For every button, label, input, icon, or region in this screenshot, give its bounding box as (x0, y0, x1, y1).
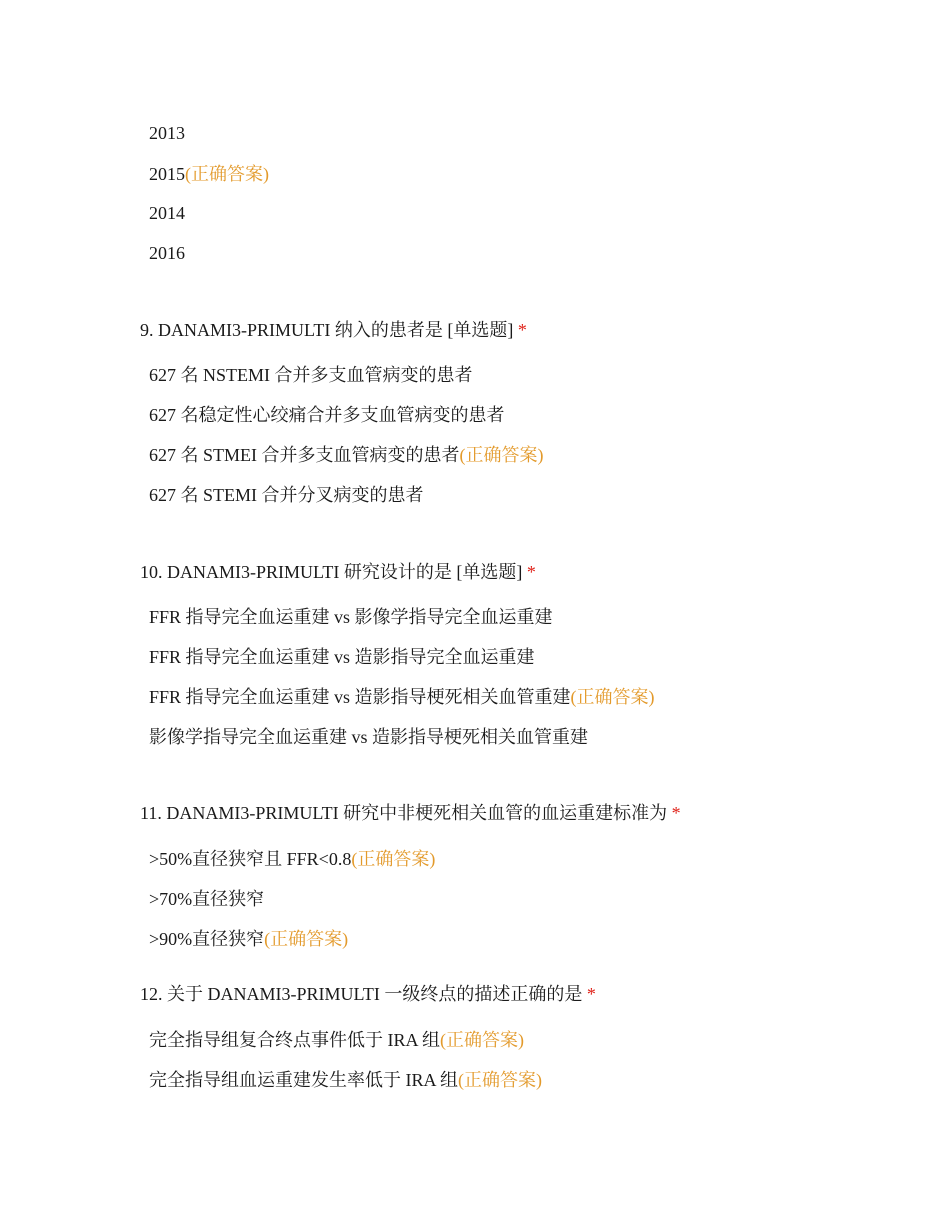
q11-option-3: >90%直径狭窄(正确答案) (149, 929, 349, 949)
correct-answer-tag: (正确答案) (570, 687, 655, 707)
correct-answer-tag: (正确答案) (458, 1070, 543, 1090)
q9-option-4: 627 名 STEMI 合并分叉病变的患者 (149, 485, 424, 505)
q9-option-2: 627 名稳定性心绞痛合并多支血管病变的患者 (149, 405, 505, 425)
required-mark: * (586, 984, 596, 1004)
q8-option-1: 2013 (149, 123, 185, 143)
required-mark: * (517, 320, 527, 340)
q12-option-2: 完全指导组血运重建发生率低于 IRA 组(正确答案) (149, 1070, 543, 1090)
q11-title: 11. DANAMI3-PRIMULTI 研究中非梗死相关血管的血运重建标准为 * (140, 803, 681, 823)
q8-option-2: 2015(正确答案) (149, 164, 269, 184)
q12-title: 12. 关于 DANAMI3-PRIMULTI 一级终点的描述正确的是 * (140, 984, 596, 1004)
required-mark: * (526, 562, 536, 582)
q8-option-3: 2014 (149, 203, 185, 223)
q10-option-3: FFR 指导完全血运重建 vs 造影指导梗死相关血管重建(正确答案) (149, 687, 655, 707)
required-mark: * (671, 803, 681, 823)
correct-answer-tag: (正确答案) (264, 929, 349, 949)
q9-option-1: 627 名 NSTEMI 合并多支血管病变的患者 (149, 365, 473, 385)
q8-option-4: 2016 (149, 243, 185, 263)
correct-answer-tag: (正确答案) (351, 849, 436, 869)
q11-option-1: >50%直径狭窄且 FFR<0.8(正确答案) (149, 849, 436, 869)
q10-option-1: FFR 指导完全血运重建 vs 影像学指导完全血运重建 (149, 607, 553, 627)
q9-title: 9. DANAMI3-PRIMULTI 纳入的患者是 [单选题] * (140, 320, 527, 340)
q10-title: 10. DANAMI3-PRIMULTI 研究设计的是 [单选题] * (140, 562, 536, 582)
correct-answer-tag: (正确答案) (440, 1030, 525, 1050)
q12-option-1: 完全指导组复合终点事件低于 IRA 组(正确答案) (149, 1030, 525, 1050)
q11-option-2: >70%直径狭窄 (149, 889, 265, 909)
q9-option-3: 627 名 STMEI 合并多支血管病变的患者(正确答案) (149, 445, 544, 465)
q10-option-2: FFR 指导完全血运重建 vs 造影指导完全血运重建 (149, 647, 535, 667)
correct-answer-tag: (正确答案) (185, 164, 269, 184)
q10-option-4: 影像学指导完全血运重建 vs 造影指导梗死相关血管重建 (149, 727, 589, 747)
correct-answer-tag: (正确答案) (459, 445, 544, 465)
